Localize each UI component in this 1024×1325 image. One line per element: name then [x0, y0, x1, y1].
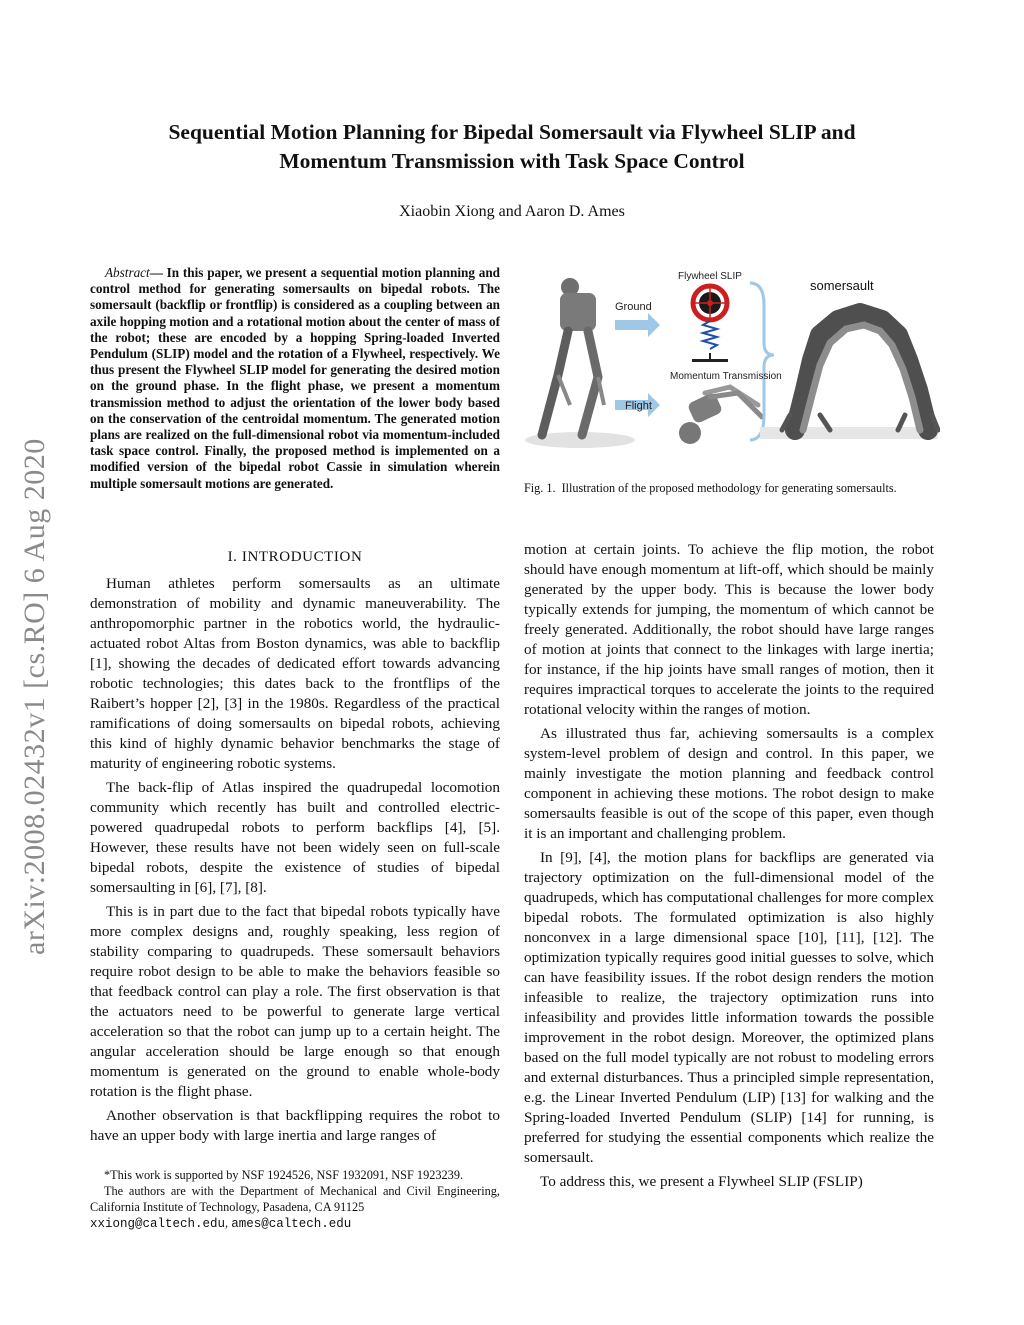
figure-label-momentum-transmission: Momentum Transmission — [670, 371, 782, 382]
right-column-body — [524, 540, 934, 1192]
figure-label-flywheel-slip: Flywheel SLIP — [678, 271, 742, 282]
intro-paragraph-3: This is in part due to the fact that bipedal robots typically have more complex designs and, roughly speaking, less region of stability comparing to quadrupeds. These somersault behaviors require robot design to be able to make the behaviors feasible so that feedback control can play a role. The first observation is that the actuators need to be powerful to generate large vertical acceleration so that the robot can jump up to a certain height. The angular acceleration should be large enough so that enough momentum is generated on the ground to enable whole-body rotation is the flight phase. — [90, 903, 500, 1100]
flywheel-slip-icon — [692, 286, 728, 362]
right-paragraph-4: To address this, we present a Flywheel SLIP (FSLIP) — [540, 1173, 863, 1190]
footnote-affiliation: The authors are with the Department of Mechanical and Civil Engineering, California Institute of Technology, Pasadena, CA 91125 — [90, 1184, 500, 1214]
right-paragraph-3: In [9], [4], the motion plans for backflips are generated via trajectory optimization on the full-dimensional model of the quadrupeds, which has computational challenges for more complex bipedal robots. The formulated optimization is also highly nonconvex in a large dimensional space [10], [11], [12]. The optimization typically requires good initial guesses to solve, which can have feasibility issues. If the robot design renders the motion infeasible to realize, the trajectory optimization runs into infeasibility and provides little information towards the possible improvement in the robot design. Moreover, the optimized plans based on the full model typically are not robust to modeling errors and external disturbances. Thus a principled simple representation, e.g. the Linear Inverted Pendulum (LIP) [13] for walking and the Spring-loaded Inverted Pendulum (SLIP) [14] for running, is preferred for studying the essential components which realize the somersault. — [524, 849, 934, 1166]
figure-1-illustration — [520, 265, 940, 455]
figure-label-flight: Flight — [625, 400, 652, 412]
right-paragraph-1: motion at certain joints. To achieve the flip motion, the robot should have enough momentum at lift-off, which should be mainly generated by the upper body. This is because the lower body typically extends for jumping, the momentum of which cannot be freely generated. Additionally, the robot should have large ranges of motion at joints that connect to the linkages with large inertia; for instance, if the hip joints have small ranges of motion, then it requires impractical torques to accelerate the joints to the required rotational velocity within the ranges of motion. — [524, 541, 934, 718]
abstract-label: Abstract — [105, 265, 150, 280]
figure-caption-text: Illustration of the proposed methodology for generating somersaults. — [561, 481, 897, 495]
figure-label-ground: Ground — [615, 301, 652, 313]
figure-caption-label: Fig. 1. — [524, 481, 556, 495]
left-column-body — [90, 574, 500, 1146]
arrow-ground-icon — [615, 313, 660, 337]
intro-paragraph-1: Human athletes perform somersaults as an ultimate demonstration of mobility and dynamic maneuverability. The anthropomorphic partner in the robotics world, the hydraulic-actuated robot Altas from Boston dynamics, was able to backflip [1], showing the decades of dedicated effort towards advancing robotic technologies; this dates back to the frontflips of the Raibert’s hopper [2], [3] in the 1980s. Regardless of the practical ramifications of doing somersaults on bipedal robots, achieving this kind of highly dynamic behavior benchmarks the stage of maturity of engineering robotic systems. — [90, 575, 500, 772]
email-link-ames[interactable]: ames@caltech.edu — [231, 1217, 352, 1231]
footnote — [90, 1167, 500, 1232]
email-link-xiong[interactable]: xxiong@caltech.edu — [90, 1217, 226, 1231]
robot-flight-icon — [679, 387, 762, 444]
author-list: Xiaobin Xiong and Aaron D. Ames — [399, 203, 625, 220]
footnote-emails — [90, 1215, 500, 1232]
section-heading-introduction: I. INTRODUCTION — [227, 549, 363, 565]
paper-title — [80, 118, 944, 176]
email-separator: , — [225, 1216, 232, 1230]
figure-1 — [520, 265, 940, 455]
figure-label-somersault: somersault — [810, 278, 874, 293]
intro-paragraph-2: The back-flip of Atlas inspired the quadrupedal locomotion community which recently has built and controlled electric-powered quadrupedal robots to perform backflips [4], [5]. However, these results have not been widely seen on full-scale bipedal robots, despite the existence of studies of bipedal somersaulting in [6], [7], [8]. — [90, 779, 500, 896]
figure-1-caption — [524, 481, 939, 496]
footnote-funding: *This work is supported by NSF 1924526, NSF 1932091, NSF 1923239. — [104, 1168, 464, 1182]
abstract-dash: — — [149, 265, 163, 280]
abstract — [90, 265, 500, 492]
right-paragraph-2: As illustrated thus far, achieving somersaults is a complex system-level problem of design and control. In this paper, we mainly investigate the motion planning and feedback control component in achieving these motions. The robot design to make somersaults feasible is out of the scope of this paper, even though it is an important and challenging problem. — [524, 725, 934, 842]
abstract-text: In this paper, we present a sequential motion planning and control method for generating somersaults on bipedal robots. The somersault (backflip or frontflip) is considered as a coupling between an axile hopping motion and a rotational motion about the center of mass of the robot; these are encoded by a hopping Spring-loaded Inverted Pendulum (SLIP) model and the rotation of a Flywheel, respectively. We thus present the Flywheel SLIP model for generating the desired motion on the ground phase. In the flight phase, we present a momentum transmission method to adjust the orientation of the lower body based on the conservation of the centroidal momentum. The generated motion plans are realized on the full-dimensional robot via momentum-included task space control. Finally, the proposed method is implemented on a modified version of the bipedal robot Cassie in simulation wherein multiple somersault motions are generated. — [90, 265, 500, 491]
arxiv-identifier: arXiv:2008.02432v1 [cs.RO] 6 Aug 2020 — [18, 438, 51, 955]
somersault-sequence-icon — [760, 313, 938, 439]
title-line-1: Sequential Motion Planning for Bipedal Somersault via Flywheel SLIP and — [168, 120, 856, 144]
title-line-2: Momentum Transmission with Task Space Control — [279, 149, 745, 173]
intro-paragraph-4: Another observation is that backflipping requires the robot to have an upper body with large inertia and large ranges of — [90, 1107, 500, 1144]
